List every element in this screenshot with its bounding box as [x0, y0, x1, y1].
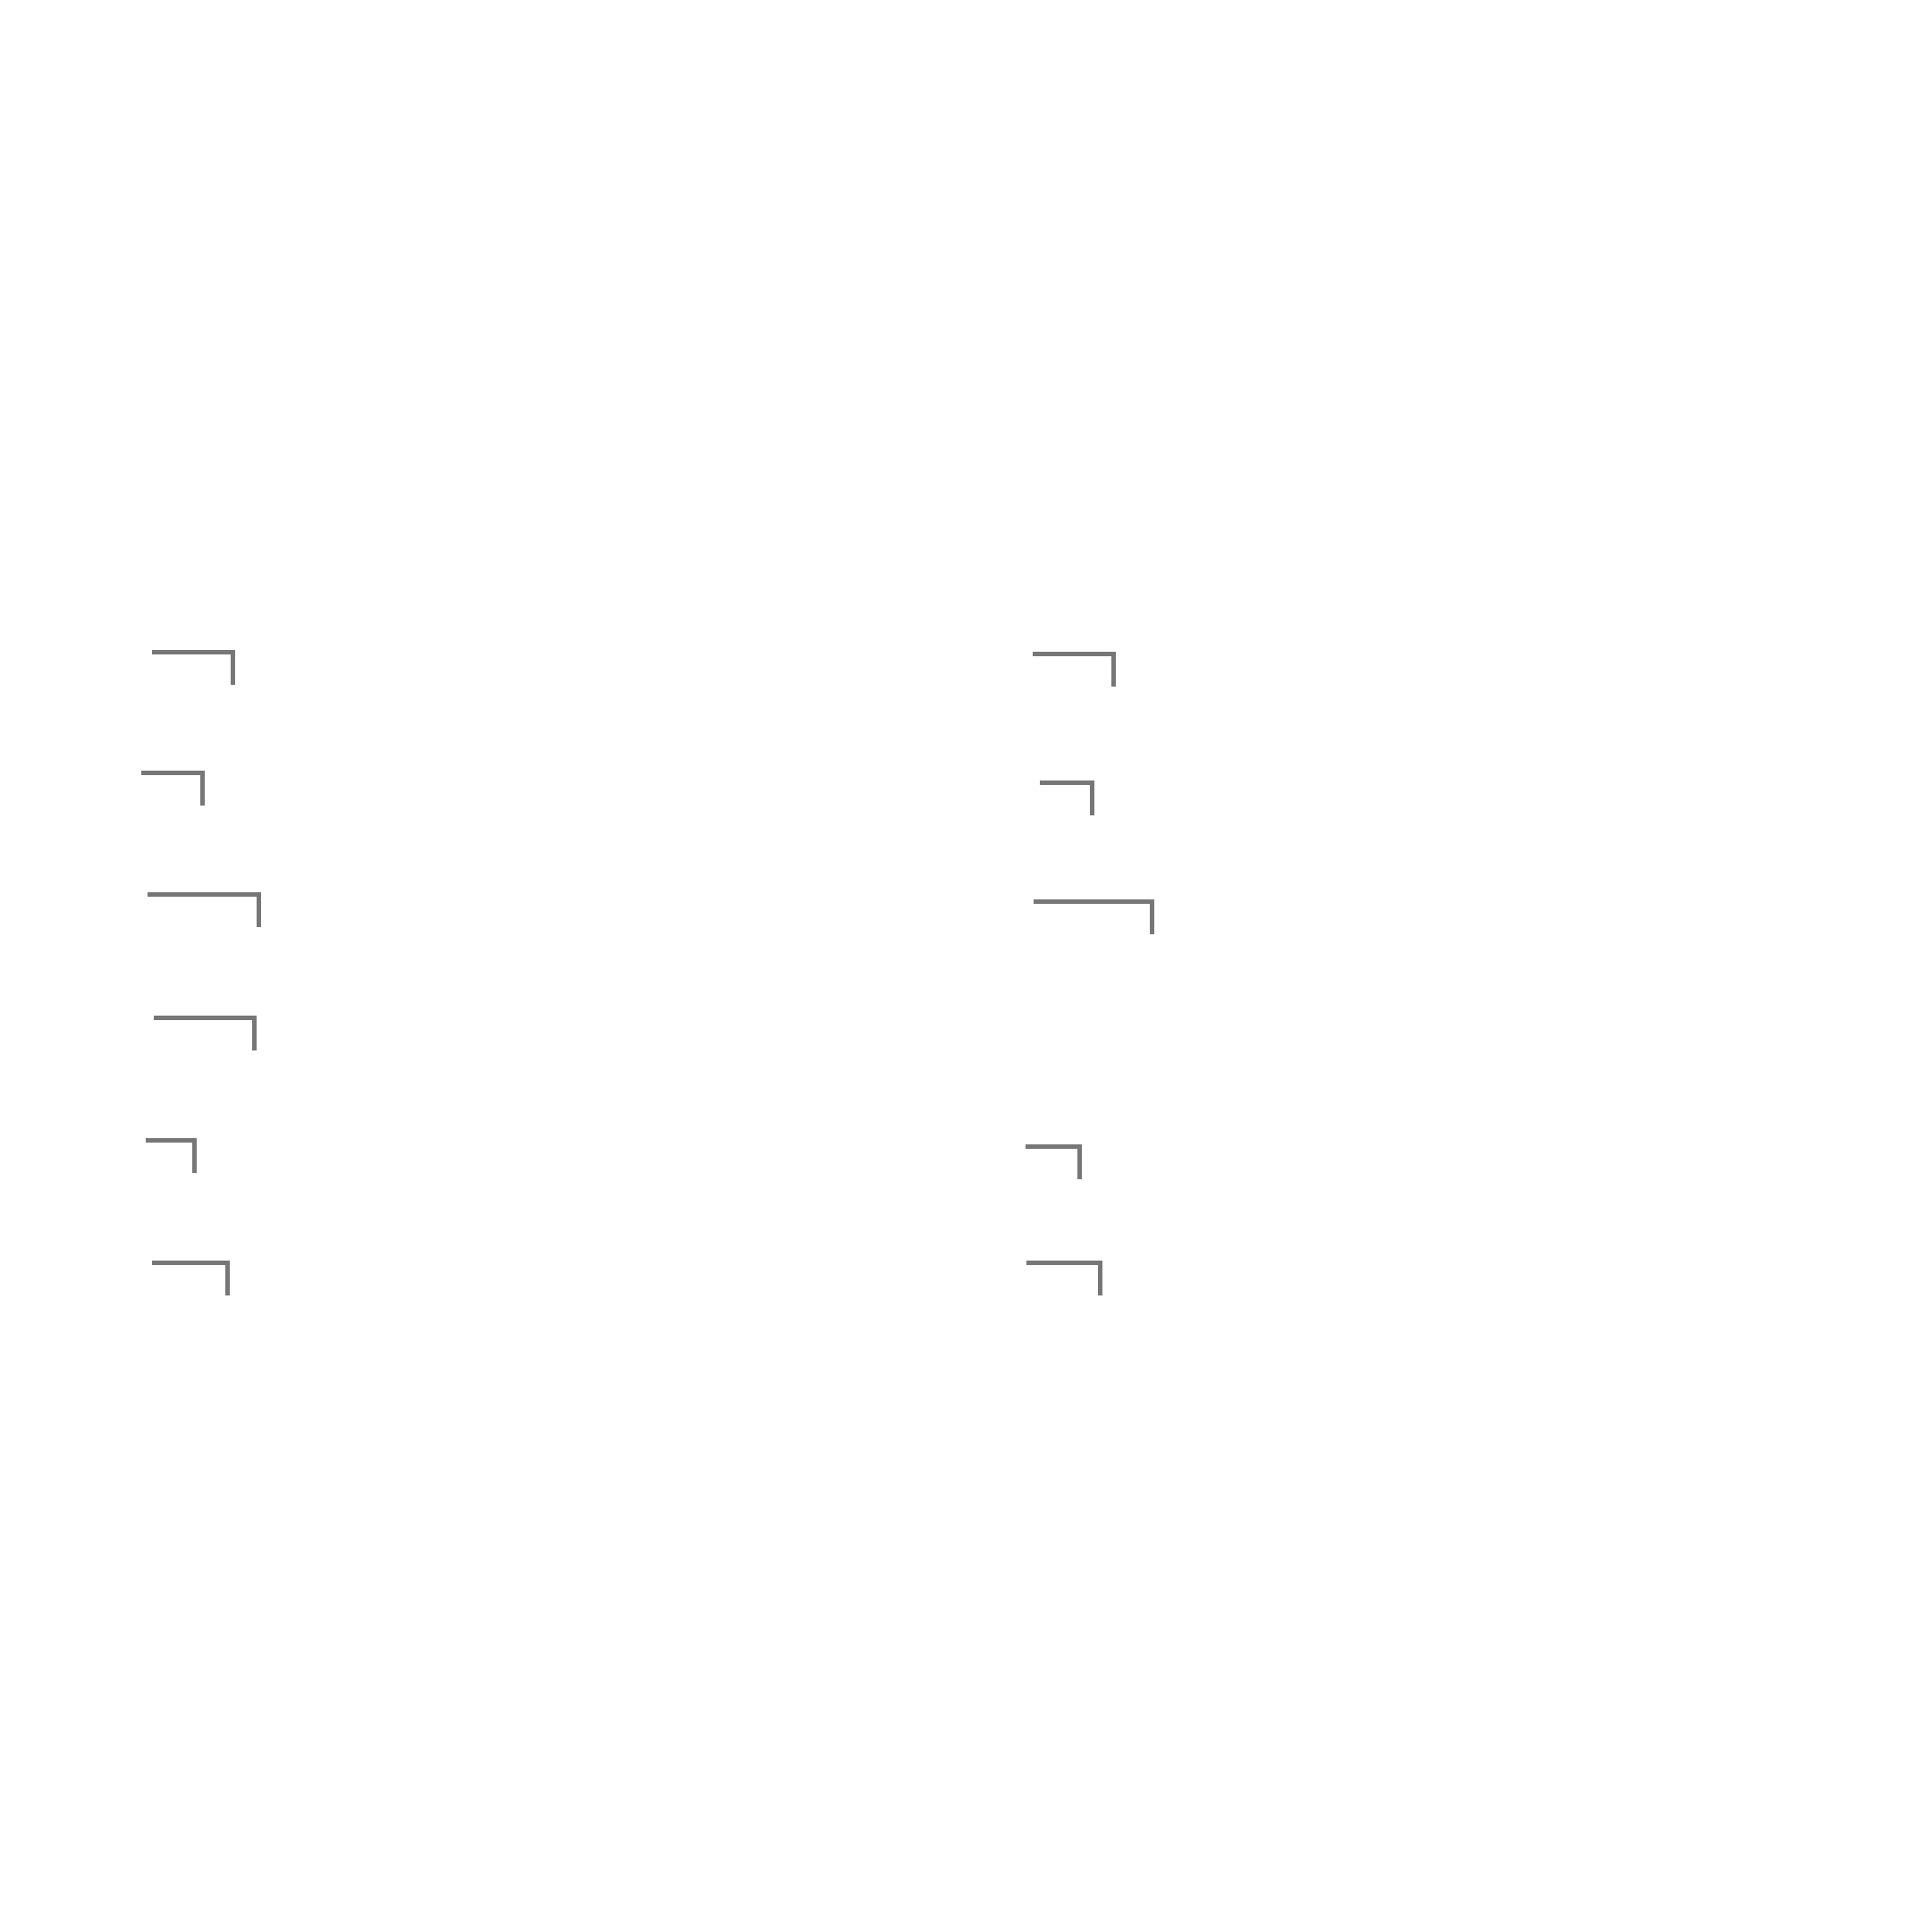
- prefix-bracket: [141, 771, 205, 806]
- prefix-bracket: [152, 1261, 230, 1295]
- prefix-bracket: [154, 1016, 257, 1050]
- prefix-bracket: [146, 1138, 197, 1173]
- prefix-bracket: [1034, 899, 1154, 934]
- prefix-bracket: [148, 892, 261, 927]
- prefix-bracket: [1026, 1144, 1082, 1179]
- prefix-bracket: [1033, 652, 1116, 687]
- prefix-bracket: [1026, 1261, 1102, 1295]
- prefix-bracket: [1040, 780, 1094, 815]
- prefix-bracket: [152, 650, 235, 685]
